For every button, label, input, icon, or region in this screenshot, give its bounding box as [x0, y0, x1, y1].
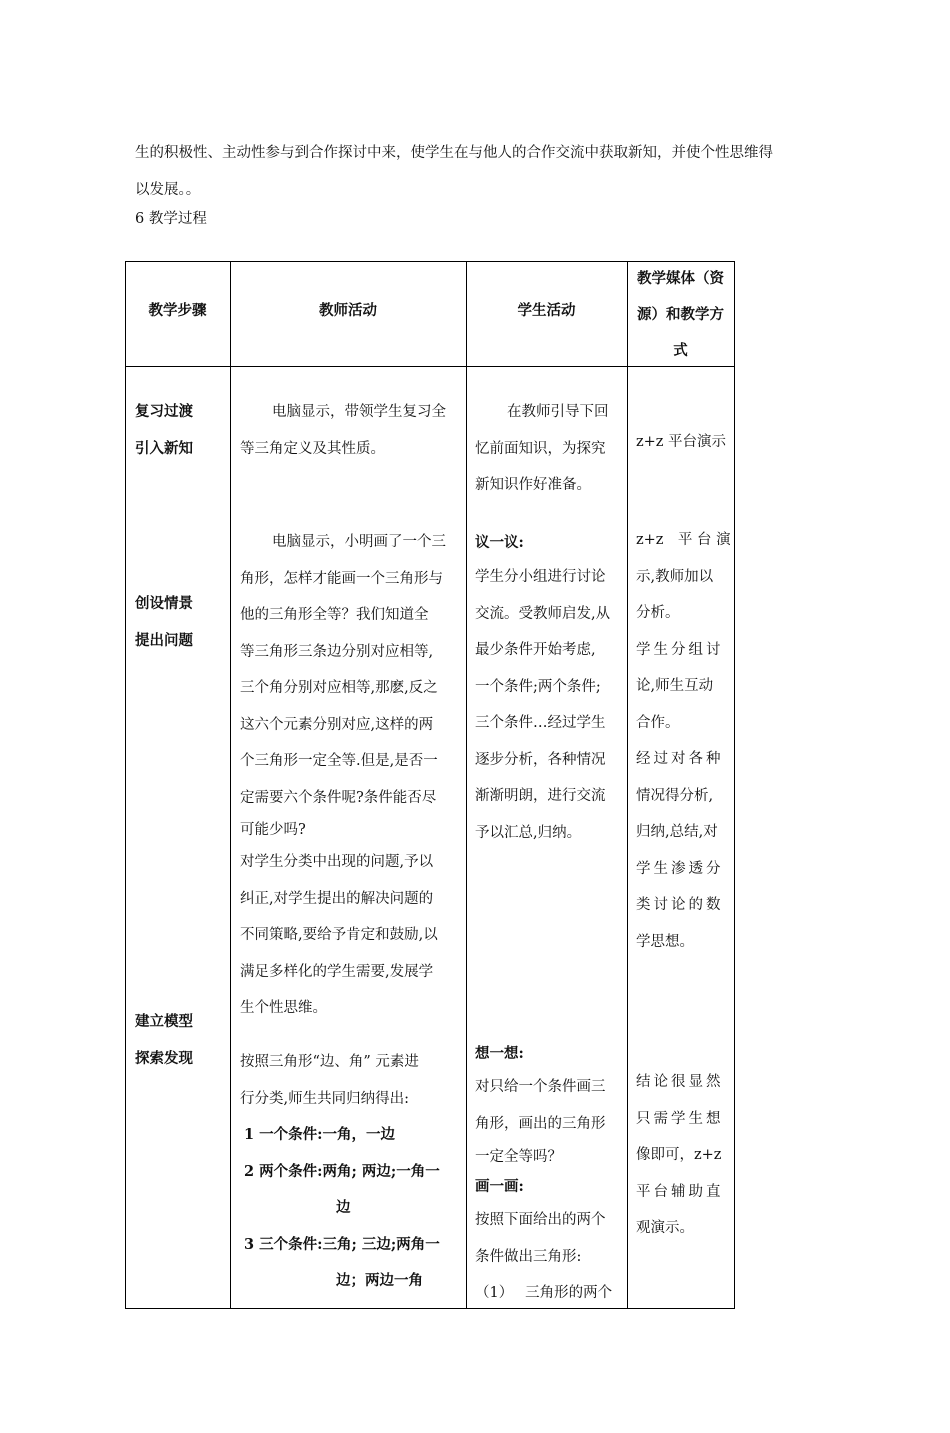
media-3 [636, 1064, 724, 1247]
teacher-1-line-1: 电脑显示，带领学生复习全 [272, 404, 446, 420]
teacher-activity-1 [240, 394, 446, 467]
step-scenario-line-1: 创设情景 [135, 595, 193, 612]
student-4-title: 画一画: [475, 1178, 524, 1195]
intro-line-2: 以发展。。 [135, 182, 201, 198]
header-media-line-3: 式 [673, 342, 688, 359]
teacher-4-line-7: 边；两边一角 [336, 1272, 423, 1289]
student-3-title: 想一想: [475, 1045, 524, 1062]
media-1-line-1: z+z 平台演示 [636, 434, 727, 450]
col-divider-1 [230, 261, 231, 1309]
student-2-line-3: 最少条件开始考虑, [475, 642, 596, 658]
student-1-line-1: 在教师引导下回 [507, 404, 609, 420]
teacher-2-line-4: 等三角形三条边分别对应相等, [240, 643, 434, 660]
media-2-line-4: 学生分组讨 [636, 641, 724, 658]
teacher-4-line-2: 行分类,师生共同归纳得出: [240, 1090, 409, 1107]
media-2-line-3: 分析。 [636, 605, 680, 621]
student-2-line-7: 渐渐明朗，进行交流 [475, 788, 606, 804]
intro-line-1: 生的积极性、主动性参与到合作探讨中来，使学生在与他人的合作交流中获取新知，并使个性思维得 [135, 145, 773, 161]
header-media-line-2: 源）和教学方 [637, 306, 724, 323]
section-heading: 6 教学过程 [135, 211, 207, 227]
student-activity-3 [475, 1039, 612, 1312]
step-review [135, 394, 193, 467]
header-media-line-1: 教学媒体（资 [637, 270, 724, 287]
student-2-line-5: 三个条件…经过学生 [475, 715, 606, 731]
header-media [627, 261, 734, 369]
student-4-line-3: （1） 三角形的两个 [475, 1285, 613, 1301]
student-activity-2 [475, 527, 610, 851]
teacher-4-line-1: 按照三角形“边、角” 元素进 [240, 1054, 419, 1070]
teacher-2-line-5: 三个角分别对应相等,那麽,反之 [240, 680, 438, 696]
student-4-line-2: 条件做出三角形: [475, 1248, 582, 1265]
col-border-right [734, 261, 735, 1309]
col-divider-2 [466, 261, 467, 1309]
media-1 [636, 424, 726, 461]
media-2-line-12: 学思想。 [636, 933, 694, 950]
media-2-line-9: 归纳,总结,对 [636, 824, 718, 840]
media-3-line-2: 只需学生想 [636, 1110, 724, 1127]
media-2-line-11: 类讨论的数 [636, 897, 724, 913]
teacher-2-line-8: 定需要六个条件呢?条件能否尽 [240, 789, 437, 806]
teacher-2-line-7: 个三角形一定全等.但是,是否一 [240, 753, 438, 769]
teacher-2-line-6: 这六个元素分别对应,这样的两 [240, 716, 434, 733]
teacher-1-line-2: 等三角定义及其性质。 [240, 440, 385, 457]
media-2-line-10: 学生渗透分 [636, 860, 724, 877]
teacher-2-line-3: 他的三角形全等？我们知道全 [240, 607, 429, 623]
teacher-2-line-9: 可能少吗? [240, 822, 306, 838]
media-3-line-3: 像即可，z+z [636, 1147, 722, 1163]
student-3-line-1: 对只给一个条件画三 [475, 1079, 606, 1095]
student-2-line-6: 逐步分析，各种情况 [475, 751, 606, 768]
media-2-line-1: z+z 平 台 演 [636, 532, 731, 548]
step-model-line-2: 探索发现 [135, 1049, 193, 1067]
teacher-activity-2 [240, 524, 446, 844]
teacher-4-line-3: 1 一个条件:一角，一边 [244, 1126, 395, 1143]
media-3-line-4: 平台辅助直 [636, 1183, 724, 1200]
teacher-activity-4 [240, 1044, 440, 1300]
col-divider-3 [627, 261, 628, 1309]
teacher-3-line-1: 对学生分类中出现的问题,予以 [240, 854, 434, 870]
student-2-title: 议一议: [475, 534, 524, 551]
teacher-4-line-4: 2 两个条件:两角; 两边;一角一 [244, 1162, 440, 1180]
col-border-left [125, 261, 126, 1309]
teacher-activity-3 [240, 844, 438, 1027]
teacher-2-line-1: 电脑显示，小明画了一个三 [272, 534, 446, 550]
header-step: 教学步骤 [148, 302, 207, 319]
step-review-line-2: 引入新知 [135, 439, 193, 457]
teacher-4-line-6: 3 三个条件:三角; 三边;两角一 [244, 1235, 440, 1253]
teacher-3-line-4: 满足多样化的学生需要,发展学 [240, 963, 434, 980]
student-1-line-3: 新知识作好准备。 [475, 477, 591, 493]
student-3-line-3: 一定全等吗？ [475, 1149, 562, 1165]
media-3-line-1: 结论很显然 [636, 1074, 724, 1090]
student-2-line-4: 一个条件;两个条件; [475, 678, 601, 695]
student-2-line-1: 学生分小组进行讨论 [475, 569, 606, 585]
step-review-line-1: 复习过渡 [135, 403, 193, 420]
student-1-line-2: 忆前面知识，为探究 [475, 440, 606, 457]
teacher-3-line-3: 不同策略,要给予肯定和鼓励,以 [240, 927, 438, 943]
media-2-line-7: 经过对各种 [636, 751, 724, 767]
teacher-2-line-2: 角形，怎样才能画一个三角形与 [240, 570, 443, 587]
step-scenario [135, 586, 193, 659]
step-model [135, 1004, 193, 1077]
header-student: 学生活动 [517, 302, 576, 319]
teacher-4-line-5: 边 [336, 1199, 351, 1216]
student-activity-1 [475, 394, 609, 504]
teaching-process-table [125, 261, 735, 1309]
student-2-line-2: 交流。受教师启发,从 [475, 605, 611, 622]
media-2-line-5: 论,师生互动 [636, 678, 714, 694]
table-border-bottom [125, 1308, 735, 1309]
student-3-line-2: 角形，画出的三角形 [475, 1115, 606, 1132]
student-2-line-8: 予以汇总,归纳。 [475, 824, 582, 841]
step-model-line-1: 建立模型 [135, 1013, 193, 1030]
media-2 [636, 522, 731, 960]
media-2-line-8: 情况得分析, [636, 787, 714, 804]
step-scenario-line-2: 提出问题 [135, 631, 193, 649]
media-3-line-5: 观演示。 [636, 1220, 694, 1236]
teacher-3-line-5: 生个性思维。 [240, 1000, 327, 1016]
teacher-3-line-2: 纠正,对学生提出的解决问题的 [240, 890, 434, 907]
media-2-line-6: 合作。 [636, 714, 680, 731]
media-2-line-2: 示,教师加以 [636, 568, 714, 585]
header-teacher: 教师活动 [319, 302, 377, 319]
student-4-line-1: 按照下面给出的两个 [475, 1212, 606, 1228]
